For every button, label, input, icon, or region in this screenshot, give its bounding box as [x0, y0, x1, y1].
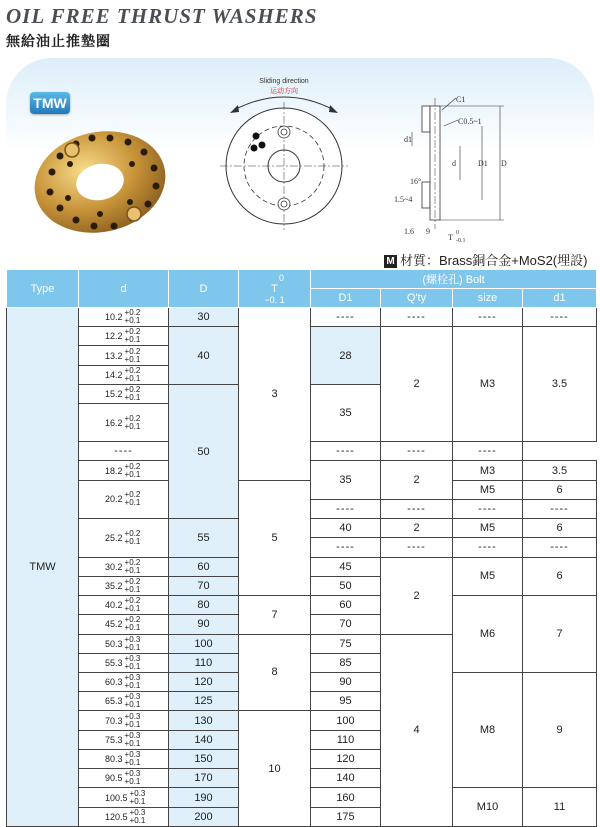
D-cell: 30: [169, 308, 239, 327]
D1-cell: 100: [311, 711, 381, 730]
table-row: [7, 596, 597, 615]
D-cell: 100: [169, 634, 239, 653]
D1-cell: 35: [311, 384, 381, 441]
table-row: [7, 480, 597, 499]
header-T: [239, 270, 311, 308]
D1-cell: 85: [311, 653, 381, 672]
D1-cell: 95: [311, 692, 381, 711]
d-cell: 35.2 +0.2 +0.1: [79, 576, 169, 595]
sliding-direction-label: Sliding direction: [259, 78, 309, 85]
d-cell: 80.3 +0.3 +0.1: [79, 749, 169, 768]
T-cell: 8: [239, 634, 311, 711]
D-cell: 140: [169, 730, 239, 749]
size-cell: ----: [453, 308, 523, 327]
qty-cell: ----: [381, 308, 453, 327]
D1-cell: 70: [311, 615, 381, 634]
label-T-tol-top: 0: [456, 230, 459, 236]
qty-cell: 4: [381, 634, 453, 826]
table-row: [7, 308, 597, 327]
d1-cell: 3.5: [523, 327, 597, 442]
label-c1: C1: [456, 95, 466, 104]
d-cell: 70.3 +0.3 +0.1: [79, 711, 169, 730]
front-view-drawing: [218, 72, 358, 242]
D1-cell: 90: [311, 672, 381, 691]
size-cell: ----: [453, 538, 523, 557]
d-cell: 14.2 +0.2 +0.1: [79, 365, 169, 384]
D1-cell: ----: [311, 538, 381, 557]
D1-cell: 50: [311, 576, 381, 595]
size-cell: ----: [381, 442, 453, 461]
T-cell: 10: [239, 711, 311, 826]
D1-cell: 35: [311, 461, 381, 499]
d1-cell: ----: [523, 499, 597, 518]
D1-cell: 120: [311, 749, 381, 768]
qty-cell: 2: [381, 461, 453, 499]
D1-cell: ----: [311, 499, 381, 518]
label-d: d: [452, 159, 456, 168]
D1-cell: 28: [311, 327, 381, 385]
qty-cell: ----: [311, 442, 381, 461]
label-d1: d1: [404, 135, 412, 144]
d-cell: 30.2 +0.2 +0.1: [79, 557, 169, 576]
size-cell: M6: [453, 596, 523, 673]
label-T: T: [448, 233, 453, 242]
d-cell: 90.5 +0.3 +0.1: [79, 769, 169, 788]
label-angle: 16°: [410, 177, 422, 186]
page-title: OIL FREE THRUST WASHERS: [6, 4, 318, 28]
D-cell: 125: [169, 692, 239, 711]
qty-cell: 2: [381, 557, 453, 634]
d-cell: 45.2 +0.2 +0.1: [79, 615, 169, 634]
T-cell: 7: [239, 596, 311, 634]
D-cell: 150: [169, 749, 239, 768]
qty-cell: 2: [381, 327, 453, 442]
label-chamfer: C0.5~1: [458, 117, 482, 126]
header-d: d: [79, 270, 169, 308]
D-cell: 110: [169, 653, 239, 672]
D1-cell: 60: [311, 596, 381, 615]
d-cell: 16.2 +0.2 +0.1: [79, 404, 169, 442]
label-D: D: [501, 159, 507, 168]
D-cell: 200: [169, 807, 239, 826]
D-cell: 120: [169, 672, 239, 691]
d-cell: 40.2 +0.2 +0.1: [79, 596, 169, 615]
size-cell: M5: [453, 557, 523, 595]
size-cell: M3: [453, 461, 523, 480]
qty-cell: ----: [381, 499, 453, 518]
qty-cell: ----: [381, 538, 453, 557]
size-cell: M5: [453, 480, 523, 499]
d1-cell: 7: [523, 596, 597, 673]
page-subtitle: 無給油止推墊圈: [6, 33, 111, 49]
d1-cell: ----: [523, 538, 597, 557]
d-cell: 60.3 +0.3 +0.1: [79, 672, 169, 691]
material-value: Brass銅合金+MoS2(埋設): [439, 253, 588, 268]
d1-cell: 11: [523, 788, 597, 826]
d-cell: 100.5 +0.3 +0.1: [79, 788, 169, 807]
header-d1: d1: [523, 289, 597, 308]
header-bolt: (螺栓孔) Bolt: [311, 270, 597, 289]
D1-cell: 175: [311, 807, 381, 826]
size-cell: M3: [453, 327, 523, 442]
D1-cell: 110: [311, 730, 381, 749]
D-cell: 40: [169, 327, 239, 385]
d-cell: 15.2 +0.2 +0.1: [79, 384, 169, 403]
d1-cell: ----: [453, 442, 523, 461]
d-cell: 25.2 +0.2 +0.1: [79, 519, 169, 557]
material-spec: [384, 250, 587, 269]
d1-cell: 3.5: [523, 461, 597, 480]
D-cell: 50: [169, 384, 239, 518]
d-cell: 120.5 +0.3 +0.1: [79, 807, 169, 826]
d-cell: 18.2 +0.2 +0.1: [79, 461, 169, 480]
header-T-tol-top: 0: [278, 272, 284, 283]
product-badge: TMW: [30, 92, 70, 114]
size-cell: M5: [453, 519, 523, 538]
D-cell: 80: [169, 596, 239, 615]
header-qty: Q'ty: [381, 289, 453, 308]
label-T-tol-bot: -0.1: [456, 238, 466, 244]
D-cell: 55: [169, 519, 239, 557]
D-cell: 190: [169, 788, 239, 807]
T-cell: 5: [239, 480, 311, 595]
washer-photo: [30, 120, 170, 240]
D1-cell: 160: [311, 788, 381, 807]
d-cell: 50.3 +0.3 +0.1: [79, 634, 169, 653]
d1-cell: 9: [523, 672, 597, 787]
D1-cell: ----: [311, 308, 381, 327]
D-cell: 60: [169, 557, 239, 576]
header-T-label: T: [271, 282, 278, 295]
d-cell: 10.2 +0.2 +0.1: [79, 308, 169, 327]
d-cell: 20.2 +0.2 +0.1: [79, 480, 169, 518]
size-cell: M10: [453, 788, 523, 826]
d-cell: 55.3 +0.3 +0.1: [79, 653, 169, 672]
d1-cell: 6: [523, 557, 597, 595]
section-view-drawing: [382, 84, 522, 244]
D1-cell: ----: [79, 442, 169, 461]
d1-cell: ----: [523, 308, 597, 327]
D1-cell: 75: [311, 634, 381, 653]
header-D1: D1: [311, 289, 381, 308]
sliding-direction-cn: 运动方向: [270, 88, 298, 95]
D-cell: 90: [169, 615, 239, 634]
header-size: size: [453, 289, 523, 308]
d-cell: 13.2 +0.2 +0.1: [79, 346, 169, 365]
qty-cell: 2: [381, 519, 453, 538]
header-T-tol-bot: −0. 1: [264, 294, 285, 305]
D1-cell: 45: [311, 557, 381, 576]
type-cell: TMW: [7, 308, 79, 827]
D1-cell: 40: [311, 519, 381, 538]
label-groove: 1.5~4: [394, 195, 413, 204]
D-cell: 130: [169, 711, 239, 730]
d-cell: 65.3 +0.3 +0.1: [79, 692, 169, 711]
D-cell: 70: [169, 576, 239, 595]
label-k: 1.6: [404, 227, 414, 236]
material-label: 材質：: [400, 253, 440, 268]
label-D1: D1: [478, 159, 488, 168]
d-cell: 75.3 +0.3 +0.1: [79, 730, 169, 749]
size-cell: M8: [453, 672, 523, 787]
header-type: Type: [7, 270, 79, 308]
D1-cell: 140: [311, 769, 381, 788]
size-cell: ----: [453, 499, 523, 518]
D-cell: 170: [169, 769, 239, 788]
d-cell: 12.2 +0.2 +0.1: [79, 327, 169, 346]
label-t9: 9: [426, 227, 430, 236]
d1-cell: 6: [523, 519, 597, 538]
T-cell: 3: [239, 308, 311, 481]
spec-table: [6, 269, 597, 827]
d1-cell: 6: [523, 480, 597, 499]
header-D: D: [169, 270, 239, 308]
material-icon: M: [384, 255, 397, 268]
